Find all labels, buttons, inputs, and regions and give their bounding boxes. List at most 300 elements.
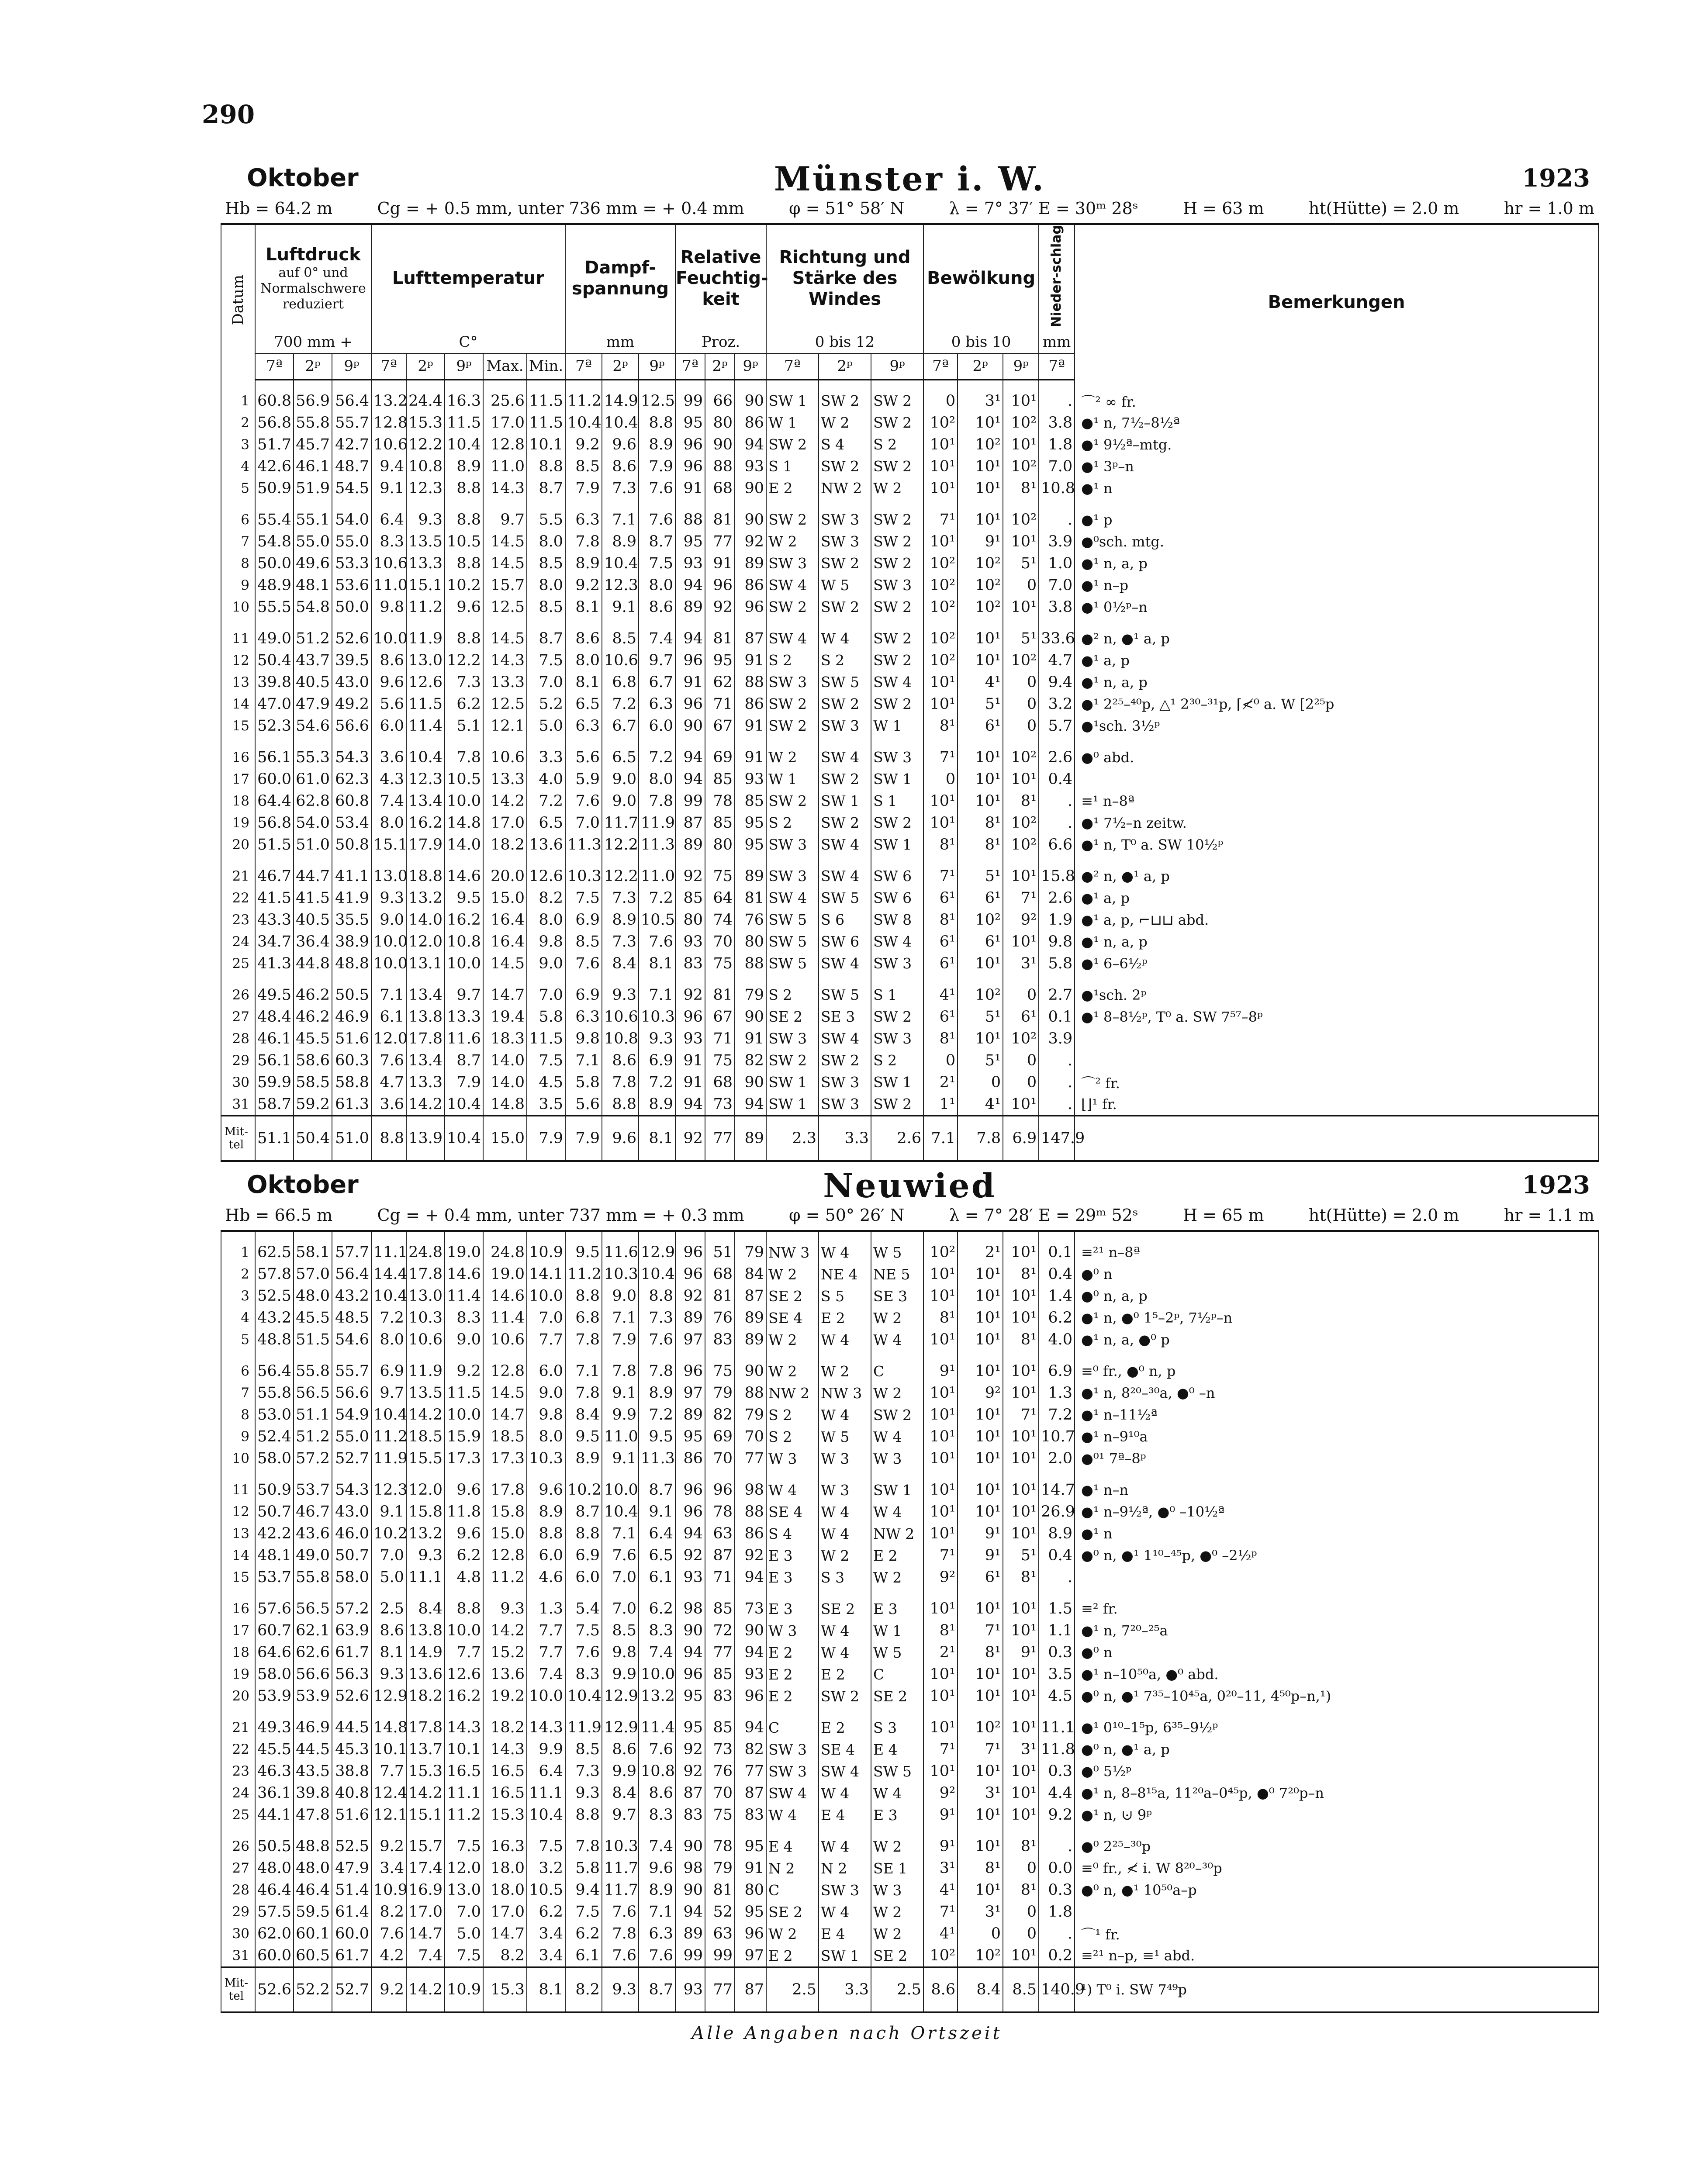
value-cell: 6.2 bbox=[445, 1545, 483, 1566]
value-cell: SE 1 bbox=[871, 1857, 923, 1879]
value-cell: 7.7 bbox=[527, 1329, 565, 1351]
value-cell: 3¹ bbox=[1003, 1738, 1039, 1760]
value-cell: 47.9 bbox=[294, 693, 332, 715]
value-cell: 9.0 bbox=[602, 1285, 639, 1307]
value-cell: 49.2 bbox=[332, 693, 371, 715]
value-cell: 58.1 bbox=[294, 1241, 332, 1263]
value-cell: 16.2 bbox=[406, 812, 445, 834]
value-cell: 53.9 bbox=[294, 1685, 332, 1707]
mean-cell: 6.9 bbox=[1003, 1116, 1039, 1161]
value-cell: 9.1 bbox=[371, 1501, 406, 1523]
value-cell: S 2 bbox=[819, 650, 871, 671]
remark-cell: ●¹ n, 7²⁰–²⁵a bbox=[1075, 1620, 1598, 1641]
value-cell: SW 1 bbox=[766, 1071, 819, 1093]
value-cell: 14.5 bbox=[483, 553, 527, 574]
remark-cell: ●⁰ n, ●¹ a, p bbox=[1075, 1738, 1598, 1760]
day-cell: 9 bbox=[221, 1426, 255, 1448]
value-cell: 87 bbox=[675, 812, 705, 834]
value-cell: 89 bbox=[675, 834, 705, 856]
value-cell: 73 bbox=[705, 1738, 735, 1760]
value-cell: 3.6 bbox=[371, 1093, 406, 1116]
value-cell: E 2 bbox=[819, 1717, 871, 1738]
value-cell: 15.3 bbox=[406, 1760, 445, 1782]
value-cell: 9.9 bbox=[602, 1760, 639, 1782]
value-cell: 93 bbox=[675, 931, 705, 953]
day-cell: 7 bbox=[221, 531, 255, 553]
value-cell: 8.8 bbox=[445, 1598, 483, 1620]
value-cell: 4.2 bbox=[371, 1945, 406, 1967]
value-cell: 48.7 bbox=[332, 456, 371, 477]
value-cell: 7.0 bbox=[602, 1598, 639, 1620]
value-cell: 10¹ bbox=[958, 1760, 1003, 1782]
value-cell: 54.9 bbox=[332, 1404, 371, 1426]
value-cell: 12.8 bbox=[483, 1360, 527, 1382]
value-cell: 5.5 bbox=[527, 509, 565, 531]
value-cell: 12.2 bbox=[445, 650, 483, 671]
mean-cell: 9.6 bbox=[602, 1116, 639, 1161]
value-cell: 8.7 bbox=[527, 628, 565, 650]
value-cell: 9² bbox=[958, 1382, 1003, 1404]
value-cell: 15.3 bbox=[483, 1804, 527, 1826]
value-cell: 10.3 bbox=[565, 865, 602, 887]
value-cell: 6.3 bbox=[639, 693, 675, 715]
mean-cell: 7.1 bbox=[923, 1116, 958, 1161]
table-row bbox=[221, 553, 1598, 574]
value-cell: 10¹ bbox=[1003, 1285, 1039, 1307]
time-header: 2ᵖ bbox=[602, 353, 639, 380]
value-cell: 90 bbox=[675, 1620, 705, 1641]
value-cell: 95 bbox=[735, 812, 766, 834]
value-cell: SW 2 bbox=[819, 693, 871, 715]
value-cell: 9.8 bbox=[602, 1641, 639, 1663]
value-cell: 8.9 bbox=[565, 1448, 602, 1469]
value-cell: 12.2 bbox=[602, 834, 639, 856]
value-cell: 9.2 bbox=[445, 1360, 483, 1382]
value-cell: 60.0 bbox=[255, 768, 294, 790]
value-cell: 15.1 bbox=[371, 834, 406, 856]
value-cell: SW 4 bbox=[819, 953, 871, 975]
value-cell: 1¹ bbox=[923, 1093, 958, 1116]
value-cell: 7.1 bbox=[602, 1307, 639, 1329]
value-cell: S 1 bbox=[871, 790, 923, 812]
value-cell: 10¹ bbox=[1003, 1804, 1039, 1826]
value-cell: 14.9 bbox=[602, 390, 639, 412]
value-cell: 14.3 bbox=[483, 1738, 527, 1760]
value-cell: 3¹ bbox=[958, 1782, 1003, 1804]
mean-row bbox=[221, 1967, 1598, 2013]
table-row bbox=[221, 1835, 1598, 1857]
remark-cell: ●¹ n bbox=[1075, 1523, 1598, 1545]
value-cell: 6¹ bbox=[958, 887, 1003, 909]
value-cell: 0 bbox=[1003, 693, 1039, 715]
value-cell: 8.7 bbox=[639, 531, 675, 553]
value-cell: 14.3 bbox=[483, 650, 527, 671]
remark-cell: ●⁰ abd. bbox=[1075, 746, 1598, 768]
value-cell: SW 4 bbox=[819, 746, 871, 768]
value-cell: 10¹ bbox=[923, 1598, 958, 1620]
value-cell: 8¹ bbox=[923, 834, 958, 856]
value-cell: 34.7 bbox=[255, 931, 294, 953]
day-cell: 31 bbox=[221, 1093, 255, 1116]
value-cell: 9.8 bbox=[565, 1028, 602, 1050]
value-cell: 1.5 bbox=[1039, 1598, 1075, 1620]
value-cell: 7.8 bbox=[565, 1835, 602, 1857]
value-cell: 9.8 bbox=[527, 931, 565, 953]
value-cell: 10¹ bbox=[923, 1501, 958, 1523]
mean-label: Mit-tel bbox=[221, 1967, 255, 2013]
remark-cell: ●⁰ 5½ᵖ bbox=[1075, 1760, 1598, 1782]
value-cell: 7.1 bbox=[371, 984, 406, 1006]
value-cell: 42.2 bbox=[255, 1523, 294, 1545]
time-header: 2ᵖ bbox=[705, 353, 735, 380]
value-cell: 11.1 bbox=[445, 1782, 483, 1804]
value-cell: 10¹ bbox=[1003, 1426, 1039, 1448]
day-cell: 14 bbox=[221, 693, 255, 715]
mean-cell: 77 bbox=[705, 1967, 735, 2013]
day-cell: 20 bbox=[221, 834, 255, 856]
mean-cell: 8.6 bbox=[923, 1967, 958, 2013]
value-cell: S 2 bbox=[766, 1426, 819, 1448]
value-cell: 9.2 bbox=[1039, 1804, 1075, 1826]
value-cell: 0.0 bbox=[1039, 1857, 1075, 1879]
day-cell: 7 bbox=[221, 1382, 255, 1404]
value-cell: 9.1 bbox=[602, 596, 639, 618]
value-cell: E 3 bbox=[766, 1566, 819, 1588]
remark-cell: ●¹ n, T⁰ a. SW 10½ᵖ bbox=[1075, 834, 1598, 856]
value-cell: 8.8 bbox=[445, 628, 483, 650]
value-cell: 11.7 bbox=[602, 812, 639, 834]
value-cell: 91 bbox=[735, 746, 766, 768]
table-row bbox=[221, 1620, 1598, 1641]
value-cell: 88 bbox=[675, 509, 705, 531]
value-cell: 3.3 bbox=[527, 746, 565, 768]
value-cell: 91 bbox=[705, 553, 735, 574]
value-cell: S 2 bbox=[871, 434, 923, 456]
value-cell: 12.8 bbox=[483, 1545, 527, 1566]
value-cell: SW 2 bbox=[871, 509, 923, 531]
value-cell: 10² bbox=[1003, 1028, 1039, 1050]
value-cell: 8.8 bbox=[639, 1285, 675, 1307]
value-cell: W 2 bbox=[871, 477, 923, 499]
value-cell: 8.4 bbox=[406, 1598, 445, 1620]
table-row bbox=[221, 1523, 1598, 1545]
value-cell: 8.0 bbox=[639, 768, 675, 790]
value-cell: 58.6 bbox=[294, 1050, 332, 1071]
value-cell: 75 bbox=[705, 1360, 735, 1382]
value-cell: 10² bbox=[1003, 412, 1039, 434]
value-cell: 10.0 bbox=[371, 953, 406, 975]
value-cell: 92 bbox=[675, 1545, 705, 1566]
value-cell: 14.6 bbox=[445, 865, 483, 887]
value-cell: 1.9 bbox=[1039, 909, 1075, 931]
value-cell: 3.6 bbox=[371, 746, 406, 768]
day-cell: 25 bbox=[221, 1804, 255, 1826]
table-row bbox=[221, 1804, 1598, 1826]
value-cell: SW 1 bbox=[766, 390, 819, 412]
value-cell: 6¹ bbox=[1003, 1006, 1039, 1028]
value-cell: W 4 bbox=[819, 1901, 871, 1923]
value-cell: 89 bbox=[675, 1923, 705, 1945]
value-cell: 85 bbox=[705, 768, 735, 790]
day-cell: 17 bbox=[221, 1620, 255, 1641]
day-cell: 18 bbox=[221, 790, 255, 812]
value-cell: 6.2 bbox=[639, 1598, 675, 1620]
value-cell: 10.9 bbox=[527, 1241, 565, 1263]
value-cell: 7.5 bbox=[565, 1901, 602, 1923]
value-cell: 10¹ bbox=[958, 509, 1003, 531]
value-cell: 0.3 bbox=[1039, 1879, 1075, 1901]
value-cell: 76 bbox=[705, 1307, 735, 1329]
value-cell: 0 bbox=[1003, 671, 1039, 693]
value-cell: W 2 bbox=[871, 1835, 923, 1857]
value-cell: 17.0 bbox=[483, 412, 527, 434]
value-cell: 5¹ bbox=[1003, 553, 1039, 574]
value-cell: 61.4 bbox=[332, 1901, 371, 1923]
value-cell: 50.9 bbox=[255, 477, 294, 499]
day-cell: 6 bbox=[221, 1360, 255, 1382]
value-cell: 86 bbox=[735, 693, 766, 715]
value-cell: 12.1 bbox=[483, 715, 527, 737]
value-cell: SW 8 bbox=[871, 909, 923, 931]
value-cell: 51.6 bbox=[332, 1804, 371, 1826]
value-cell: 14.2 bbox=[483, 790, 527, 812]
value-cell: 12.3 bbox=[371, 1479, 406, 1501]
value-cell: SE 4 bbox=[819, 1738, 871, 1760]
value-cell: 48.9 bbox=[255, 574, 294, 596]
table-row bbox=[221, 456, 1598, 477]
value-cell: 10.4 bbox=[527, 1804, 565, 1826]
station-constant: φ = 51° 58′ N bbox=[788, 199, 905, 218]
value-cell: 10¹ bbox=[1003, 596, 1039, 618]
value-cell: 14.6 bbox=[445, 1263, 483, 1285]
value-cell: 7.1 bbox=[639, 1901, 675, 1923]
value-cell: 48.4 bbox=[255, 1006, 294, 1028]
value-cell: 7.5 bbox=[445, 1945, 483, 1967]
value-cell: 7.1 bbox=[602, 509, 639, 531]
value-cell: 96 bbox=[675, 650, 705, 671]
value-cell: 9.5 bbox=[639, 1426, 675, 1448]
value-cell: 11.2 bbox=[565, 390, 602, 412]
value-cell: 2¹ bbox=[923, 1071, 958, 1093]
value-cell: 11.2 bbox=[483, 1566, 527, 1588]
value-cell: 8.9 bbox=[602, 531, 639, 553]
col-dampfspannung: Dampf-spannung bbox=[572, 257, 669, 299]
remark-cell: ⌒² fr. bbox=[1075, 1071, 1598, 1093]
page-number: 290 bbox=[202, 100, 255, 129]
value-cell: 83 bbox=[735, 1804, 766, 1826]
value-cell: 0 bbox=[1003, 1901, 1039, 1923]
value-cell: 91 bbox=[675, 477, 705, 499]
value-cell: 7.6 bbox=[371, 1923, 406, 1945]
value-cell: SW 2 bbox=[819, 1050, 871, 1071]
day-cell: 28 bbox=[221, 1879, 255, 1901]
value-cell: 7.9 bbox=[565, 477, 602, 499]
value-cell: SW 3 bbox=[766, 1760, 819, 1782]
value-cell: 7.4 bbox=[371, 790, 406, 812]
value-cell: NW 3 bbox=[819, 1382, 871, 1404]
table-row bbox=[221, 1382, 1598, 1404]
value-cell: 46.4 bbox=[255, 1879, 294, 1901]
value-cell: 51.2 bbox=[294, 1426, 332, 1448]
value-cell: 8.9 bbox=[527, 1501, 565, 1523]
day-cell: 8 bbox=[221, 553, 255, 574]
value-cell: 13.5 bbox=[406, 531, 445, 553]
day-cell: 30 bbox=[221, 1923, 255, 1945]
value-cell: 9.4 bbox=[1039, 671, 1075, 693]
station-constant: λ = 7° 28′ E = 29ᵐ 52ˢ bbox=[949, 1206, 1138, 1225]
value-cell: 7.8 bbox=[565, 531, 602, 553]
value-cell: 68 bbox=[705, 1263, 735, 1285]
station-constant: Hb = 66.5 m bbox=[225, 1206, 333, 1225]
value-cell: 10¹ bbox=[958, 412, 1003, 434]
value-cell: 46.7 bbox=[294, 1501, 332, 1523]
time-header: 2ᵖ bbox=[406, 353, 445, 380]
value-cell: 8.6 bbox=[602, 1050, 639, 1071]
value-cell: 10¹ bbox=[923, 1263, 958, 1285]
station-constant: λ = 7° 37′ E = 30ᵐ 28ˢ bbox=[949, 199, 1138, 218]
value-cell: 8.9 bbox=[565, 553, 602, 574]
value-cell: 8¹ bbox=[958, 1857, 1003, 1879]
value-cell: 96 bbox=[705, 574, 735, 596]
value-cell: 46.7 bbox=[255, 865, 294, 887]
value-cell: 15.9 bbox=[445, 1426, 483, 1448]
table-row bbox=[221, 1329, 1598, 1351]
value-cell: 10¹ bbox=[1003, 1620, 1039, 1641]
value-cell: 11.8 bbox=[445, 1501, 483, 1523]
value-cell: 5.0 bbox=[371, 1566, 406, 1588]
time-header: 2ᵖ bbox=[294, 353, 332, 380]
value-cell: 13.4 bbox=[406, 1050, 445, 1071]
value-cell: C bbox=[766, 1717, 819, 1738]
value-cell: 62 bbox=[705, 671, 735, 693]
value-cell: 77 bbox=[705, 531, 735, 553]
remark-cell: ●⁰ n, ●¹ 10⁵⁰a–p bbox=[1075, 1879, 1598, 1901]
value-cell: 10¹ bbox=[1003, 1382, 1039, 1404]
col-bemerkungen: Bemerkungen bbox=[1268, 292, 1405, 313]
day-cell: 29 bbox=[221, 1050, 255, 1071]
value-cell: 8.8 bbox=[639, 412, 675, 434]
value-cell: 9¹ bbox=[958, 1545, 1003, 1566]
value-cell: 10.5 bbox=[445, 768, 483, 790]
value-cell: W 2 bbox=[766, 1263, 819, 1285]
value-cell: NW 2 bbox=[766, 1382, 819, 1404]
value-cell: 8¹ bbox=[923, 909, 958, 931]
value-cell: 73 bbox=[735, 1598, 766, 1620]
value-cell: 9.9 bbox=[527, 1738, 565, 1760]
table-row bbox=[221, 1448, 1598, 1469]
value-cell: 10² bbox=[958, 434, 1003, 456]
value-cell: 4.0 bbox=[1039, 1329, 1075, 1351]
table-row bbox=[221, 671, 1598, 693]
value-cell: 8.7 bbox=[639, 1479, 675, 1501]
value-cell: 10¹ bbox=[1003, 1717, 1039, 1738]
value-cell: 11.7 bbox=[602, 1857, 639, 1879]
mean-cell: 3.3 bbox=[819, 1116, 871, 1161]
value-cell: 17.8 bbox=[483, 1479, 527, 1501]
value-cell: 10¹ bbox=[958, 746, 1003, 768]
value-cell: 13.6 bbox=[483, 1663, 527, 1685]
value-cell: 8.8 bbox=[565, 1523, 602, 1545]
value-cell: 10.4 bbox=[565, 1685, 602, 1707]
value-cell: 93 bbox=[735, 456, 766, 477]
value-cell: 19.4 bbox=[483, 1006, 527, 1028]
value-cell: 86 bbox=[675, 1448, 705, 1469]
value-cell: 8.9 bbox=[639, 1382, 675, 1404]
mean-cell: 2.5 bbox=[871, 1967, 923, 2013]
value-cell: 9.3 bbox=[602, 984, 639, 1006]
value-cell: 10¹ bbox=[923, 456, 958, 477]
remark-cell: ●¹ 9½ª–mtg. bbox=[1075, 434, 1598, 456]
value-cell: 6¹ bbox=[958, 931, 1003, 953]
value-cell: 9.3 bbox=[371, 887, 406, 909]
value-cell: 9.3 bbox=[639, 1028, 675, 1050]
value-cell: SW 3 bbox=[819, 715, 871, 737]
value-cell: 9¹ bbox=[958, 1523, 1003, 1545]
value-cell: 10¹ bbox=[923, 693, 958, 715]
value-cell: 57.2 bbox=[332, 1598, 371, 1620]
value-cell: 10² bbox=[958, 574, 1003, 596]
value-cell: SE 4 bbox=[766, 1501, 819, 1523]
value-cell: 12.8 bbox=[371, 412, 406, 434]
value-cell: 8.5 bbox=[527, 553, 565, 574]
day-cell: 29 bbox=[221, 1901, 255, 1923]
value-cell: 10¹ bbox=[1003, 1093, 1039, 1116]
unit-bew: 0 bis 10 bbox=[923, 332, 1039, 353]
observation-table bbox=[221, 223, 1599, 1162]
time-header: 9ᵖ bbox=[332, 353, 371, 380]
value-cell: 9.6 bbox=[371, 671, 406, 693]
value-cell: 12.6 bbox=[527, 865, 565, 887]
value-cell: 59.2 bbox=[294, 1093, 332, 1116]
value-cell: 6¹ bbox=[958, 1566, 1003, 1588]
value-cell: 8.0 bbox=[565, 650, 602, 671]
value-cell: 81 bbox=[705, 509, 735, 531]
remark-cell: ●¹ p bbox=[1075, 509, 1598, 531]
value-cell: S 2 bbox=[871, 1050, 923, 1071]
value-cell: 11.0 bbox=[483, 456, 527, 477]
value-cell: 10¹ bbox=[958, 1360, 1003, 1382]
unit-druck: 700 mm + bbox=[255, 332, 371, 353]
value-cell: 8.8 bbox=[527, 456, 565, 477]
value-cell: 12.2 bbox=[602, 865, 639, 887]
value-cell: W 5 bbox=[871, 1641, 923, 1663]
table-row bbox=[221, 746, 1598, 768]
value-cell: 98 bbox=[675, 1857, 705, 1879]
value-cell: 44.5 bbox=[294, 1738, 332, 1760]
value-cell: 8.3 bbox=[445, 1307, 483, 1329]
value-cell: 8.8 bbox=[445, 509, 483, 531]
value-cell: SW 4 bbox=[871, 931, 923, 953]
value-cell: 7.2 bbox=[371, 1307, 406, 1329]
table-row bbox=[221, 812, 1598, 834]
value-cell: 6.9 bbox=[371, 1360, 406, 1382]
value-cell: 94 bbox=[675, 768, 705, 790]
value-cell: 40.8 bbox=[332, 1782, 371, 1804]
value-cell: 43.3 bbox=[255, 909, 294, 931]
value-cell: 96 bbox=[705, 1479, 735, 1501]
value-cell: S 2 bbox=[766, 650, 819, 671]
value-cell: SE 2 bbox=[766, 1006, 819, 1028]
value-cell: 62.5 bbox=[255, 1241, 294, 1263]
value-cell: 52.7 bbox=[332, 1448, 371, 1469]
value-cell: E 2 bbox=[819, 1307, 871, 1329]
value-cell: SW 6 bbox=[871, 887, 923, 909]
station-constants bbox=[221, 199, 1599, 223]
value-cell: W 2 bbox=[766, 531, 819, 553]
value-cell: SW 5 bbox=[766, 931, 819, 953]
value-cell: 9.7 bbox=[371, 1382, 406, 1404]
value-cell: 41.5 bbox=[294, 887, 332, 909]
